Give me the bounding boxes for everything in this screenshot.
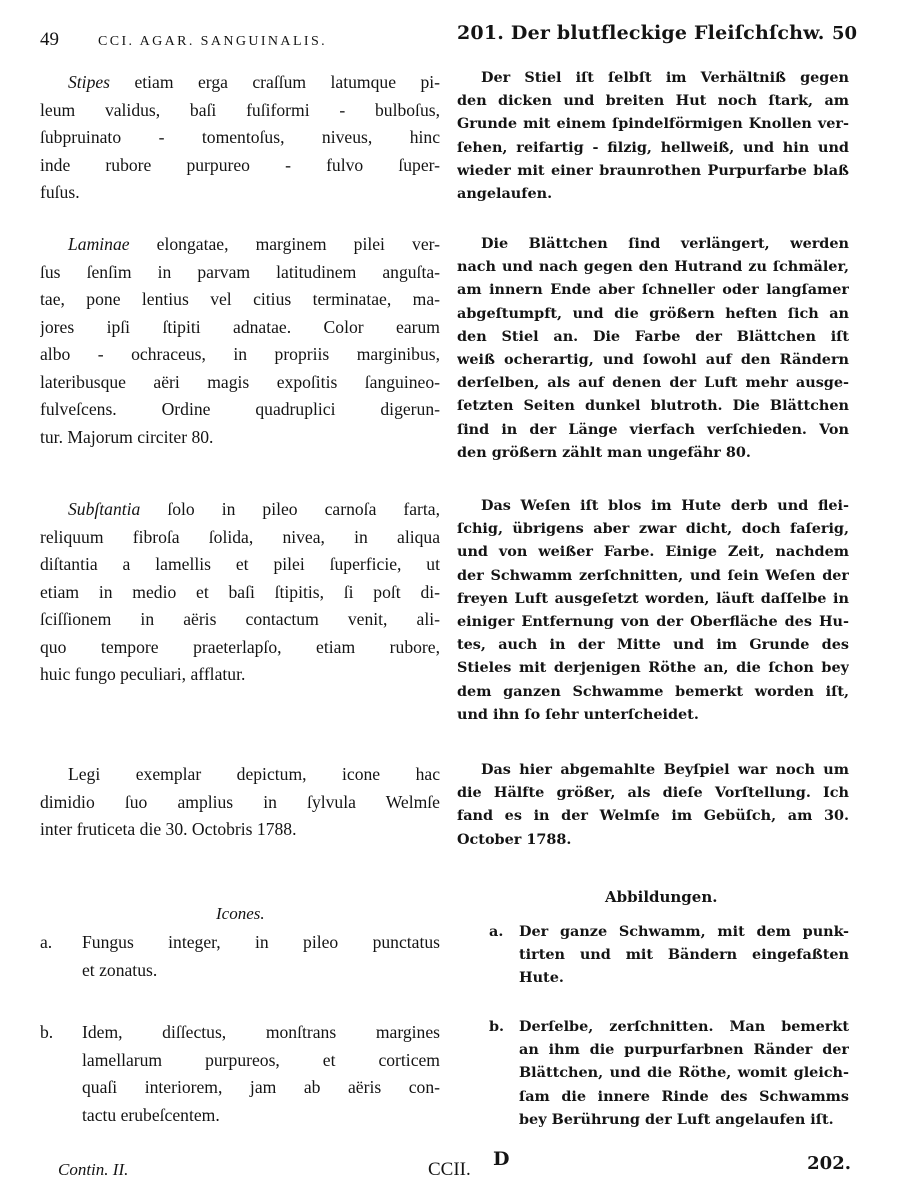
paragraph-line: fulveſcens. Ordine quadruplici digerun- bbox=[40, 399, 440, 419]
paragraph-line: weiß ocherartig, und ſowohl auf den Rändern bbox=[457, 351, 849, 369]
paragraph-line: nach und nach gegen den Hutrand zu ſchmäler, bbox=[457, 258, 849, 276]
paragraph-line: reliquum fibroſa ſolida, nivea, in aliqua bbox=[40, 526, 440, 547]
paragraph-line: den dicken und breiten Hut noch ſtark, am bbox=[457, 92, 849, 110]
paragraph-line: dem ganzen Schwamme bemerkt worden iſt, bbox=[457, 682, 849, 700]
right-page-number: 50 bbox=[831, 23, 857, 44]
item-text bbox=[519, 1015, 849, 1131]
paragraph-line: abgeſtumpft, und die größern heften ſich an bbox=[457, 304, 849, 322]
right-paragraph-stiel bbox=[457, 66, 849, 205]
left-footer-continuation: Contin. II. bbox=[58, 1160, 129, 1179]
paragraph-line: ſciſſionem in aëris contactum venit, ali- bbox=[40, 609, 440, 629]
paragraph-lead: Stipes bbox=[68, 72, 111, 92]
left-paragraph-substantia bbox=[40, 496, 440, 689]
paragraph-line: den größern zählt man ungefähr 80. bbox=[457, 443, 751, 461]
paragraph-line: tur. Majorum circiter 80. bbox=[40, 426, 214, 447]
paragraph-line: Stieles mit derjenigen Röthe an, die ſchon bey bbox=[457, 659, 849, 677]
left-paragraph-stipes bbox=[40, 69, 440, 207]
paragraph-line: Hute. bbox=[519, 969, 564, 987]
paragraph-line: einiger Entfernung von der Oberfläche des Hu- bbox=[457, 613, 849, 631]
paragraph-line: tes, auch in der Mitte und im Grunde des bbox=[457, 636, 849, 654]
paragraph-line: lamellarum purpureos, et corticem bbox=[82, 1049, 440, 1070]
icones-item-b bbox=[40, 1019, 440, 1139]
paragraph-line: am innern Ende aber ſchneller oder langſamer bbox=[457, 281, 849, 299]
paragraph-line: dimidio ſuo amplius in ſylvula Welmſe bbox=[40, 791, 440, 812]
paragraph-line: den Stiel an. Die Farbe der Blättchen iſt bbox=[457, 327, 849, 345]
paragraph-line: bey Berührung der Luft angelaufen iſt. bbox=[519, 1110, 834, 1128]
paragraph-line: ſchig, übrigens aber zwar dicht, doch faſerig, bbox=[457, 520, 849, 538]
paragraph-line: Das hier abgemahlte Beyſpiel war noch um bbox=[481, 761, 849, 778]
right-paragraph-beyspiel bbox=[457, 758, 849, 851]
paragraph-line: ſehen, reifartig - filzig, hellweiß, und hin und bbox=[457, 138, 849, 156]
paragraph-lead: Laminae bbox=[68, 234, 130, 254]
item-text bbox=[82, 1019, 440, 1129]
left-page-number: 49 bbox=[40, 29, 59, 50]
paragraph-line: etiam in medio et baſi ſtipitis, ſi poſt di- bbox=[40, 581, 440, 602]
paragraph-line: an ihm die purpurfarbnen Ränder der bbox=[519, 1041, 849, 1059]
item-text bbox=[82, 929, 440, 984]
icones-heading: Icones. bbox=[216, 904, 265, 923]
paragraph-line: quaſi interiorem, jam ab aëris con- bbox=[82, 1077, 440, 1097]
paragraph-line: Der ganze Schwamm, mit dem punk- bbox=[519, 923, 849, 940]
paragraph-line: Derſelbe, zerſchnitten. Man bemerkt bbox=[519, 1018, 849, 1035]
right-paragraph-blaettchen bbox=[457, 232, 849, 464]
paragraph-line: October 1788. bbox=[457, 830, 572, 848]
paragraph-line: jores ipſi ſtipiti adnatae. Color earum bbox=[40, 316, 440, 337]
paragraph-line: Der Stiel iſt ſelbſt im Verhältniß gegen bbox=[481, 69, 849, 86]
abbildungen-item-b bbox=[457, 1015, 849, 1135]
paragraph-line: inde rubore purpureo - fulvo ſuper- bbox=[40, 154, 440, 175]
paragraph-line: ſam die innere Rinde des Schwamms bbox=[519, 1087, 849, 1105]
left-paragraph-legi bbox=[40, 761, 440, 844]
right-footer-signature: D bbox=[493, 1148, 510, 1170]
paragraph-line: tirten und mit Bändern eingefaßten bbox=[519, 946, 849, 964]
right-paragraph-wesen bbox=[457, 494, 849, 726]
paragraph-line: Grunde mit einem ſpindelförmigen Knollen ver- bbox=[457, 115, 849, 133]
paragraph-line: und von weißer Farbe. Einige Zeit, nachdem bbox=[457, 543, 849, 561]
paragraph-line: Idem, diſſectus, monſtrans margines bbox=[82, 1022, 440, 1042]
paragraph-line: diſtantia a lamellis et pilei ſuperficie, ut bbox=[40, 554, 440, 574]
right-footer-catchword: 202. bbox=[807, 1153, 851, 1174]
paragraph-line: quo tempore praeterlapſo, etiam rubore, bbox=[40, 636, 440, 657]
paragraph-line: et zonatus. bbox=[82, 959, 158, 980]
paragraph-line: derſelben, als auf denen der Luft mehr ausge- bbox=[457, 374, 849, 392]
paragraph-line: die Hälfte größer, als dieſe Vorſtellung. Ich bbox=[457, 784, 849, 802]
paragraph-line: Legi exemplar depictum, icone hac bbox=[68, 764, 440, 784]
item-marker: a. bbox=[40, 932, 53, 952]
paragraph-lead: Subſtantia bbox=[68, 499, 141, 519]
left-paragraph-laminae bbox=[40, 231, 440, 451]
paragraph-line: fand es in der Welmſe im Gebüſch, am 30. bbox=[457, 807, 849, 825]
icones-item-a bbox=[40, 929, 440, 989]
paragraph-line: der Schwamm zerſchnitten, und ſein Weſen der bbox=[457, 566, 849, 584]
paragraph-line: tactu erubeſcentem. bbox=[82, 1104, 220, 1125]
paragraph-line: ſetzten Seiten dunkel blutroth. Die Blättchen bbox=[457, 397, 849, 415]
paragraph-line: lateribusque aëri magis expoſitis ſanguineo- bbox=[40, 371, 440, 392]
item-text bbox=[519, 920, 849, 990]
paragraph-line: angelaufen. bbox=[457, 185, 553, 203]
paragraph-line: ſus ſenſim in parvam latitudinem anguſta- bbox=[40, 261, 440, 282]
paragraph-line: Stipes etiam erga craſſum latumque pi- bbox=[68, 72, 440, 92]
paragraph-line: Laminae elongatae, marginem pilei ver- bbox=[68, 234, 440, 254]
paragraph-line: huic fungo peculiari, afflatur. bbox=[40, 664, 246, 684]
paragraph-line: Subſtantia ſolo in pileo carnoſa farta, bbox=[68, 499, 440, 519]
paragraph-line: fuſus. bbox=[40, 182, 80, 202]
right-running-title: 201. Der blutfleckige Fleiſchſchw. bbox=[457, 22, 825, 44]
paragraph-line: Die Blättchen ſind verlängert, werden bbox=[481, 235, 849, 252]
paragraph-line: ſubpruinato - tomentoſus, niveus, hinc bbox=[40, 127, 440, 147]
paragraph-line: inter fruticeta die 30. Octobris 1788. bbox=[40, 819, 297, 839]
abbildungen-heading: Abbildungen. bbox=[605, 888, 718, 906]
item-marker: b. bbox=[40, 1022, 54, 1042]
paragraph-line: wieder mit einer braunrothen Purpurfarbe blaß bbox=[457, 161, 849, 179]
left-footer-signature: CCII. bbox=[428, 1159, 471, 1180]
paragraph-line: Das Weſen iſt blos im Hute derb und flei- bbox=[481, 497, 849, 514]
paragraph-line: Fungus integer, in pileo punctatus bbox=[82, 932, 440, 952]
paragraph-line: Blättchen, und die Röthe, womit gleich- bbox=[519, 1064, 849, 1082]
paragraph-line: leum validus, baſi fuſiformi - bulboſus, bbox=[40, 99, 440, 120]
paragraph-line: tae, pone lentius vel citius terminatae, ma- bbox=[40, 289, 440, 309]
paragraph-line: ſind in der Länge vierfach verſchieden. Von bbox=[457, 420, 849, 438]
item-marker: b. bbox=[489, 1018, 505, 1035]
paragraph-line: und ihn ſo ſehr unterſcheidet. bbox=[457, 705, 699, 723]
left-running-title: CCI. AGAR. SANGUINALIS. bbox=[98, 34, 328, 49]
paragraph-line: albo - ochraceus, in propriis marginibus, bbox=[40, 344, 440, 364]
abbildungen-item-a bbox=[457, 920, 849, 992]
paragraph-line: freyen Luft ausgeſetzt worden, läuft daſſelbe in bbox=[457, 589, 849, 607]
item-marker: a. bbox=[489, 923, 504, 940]
